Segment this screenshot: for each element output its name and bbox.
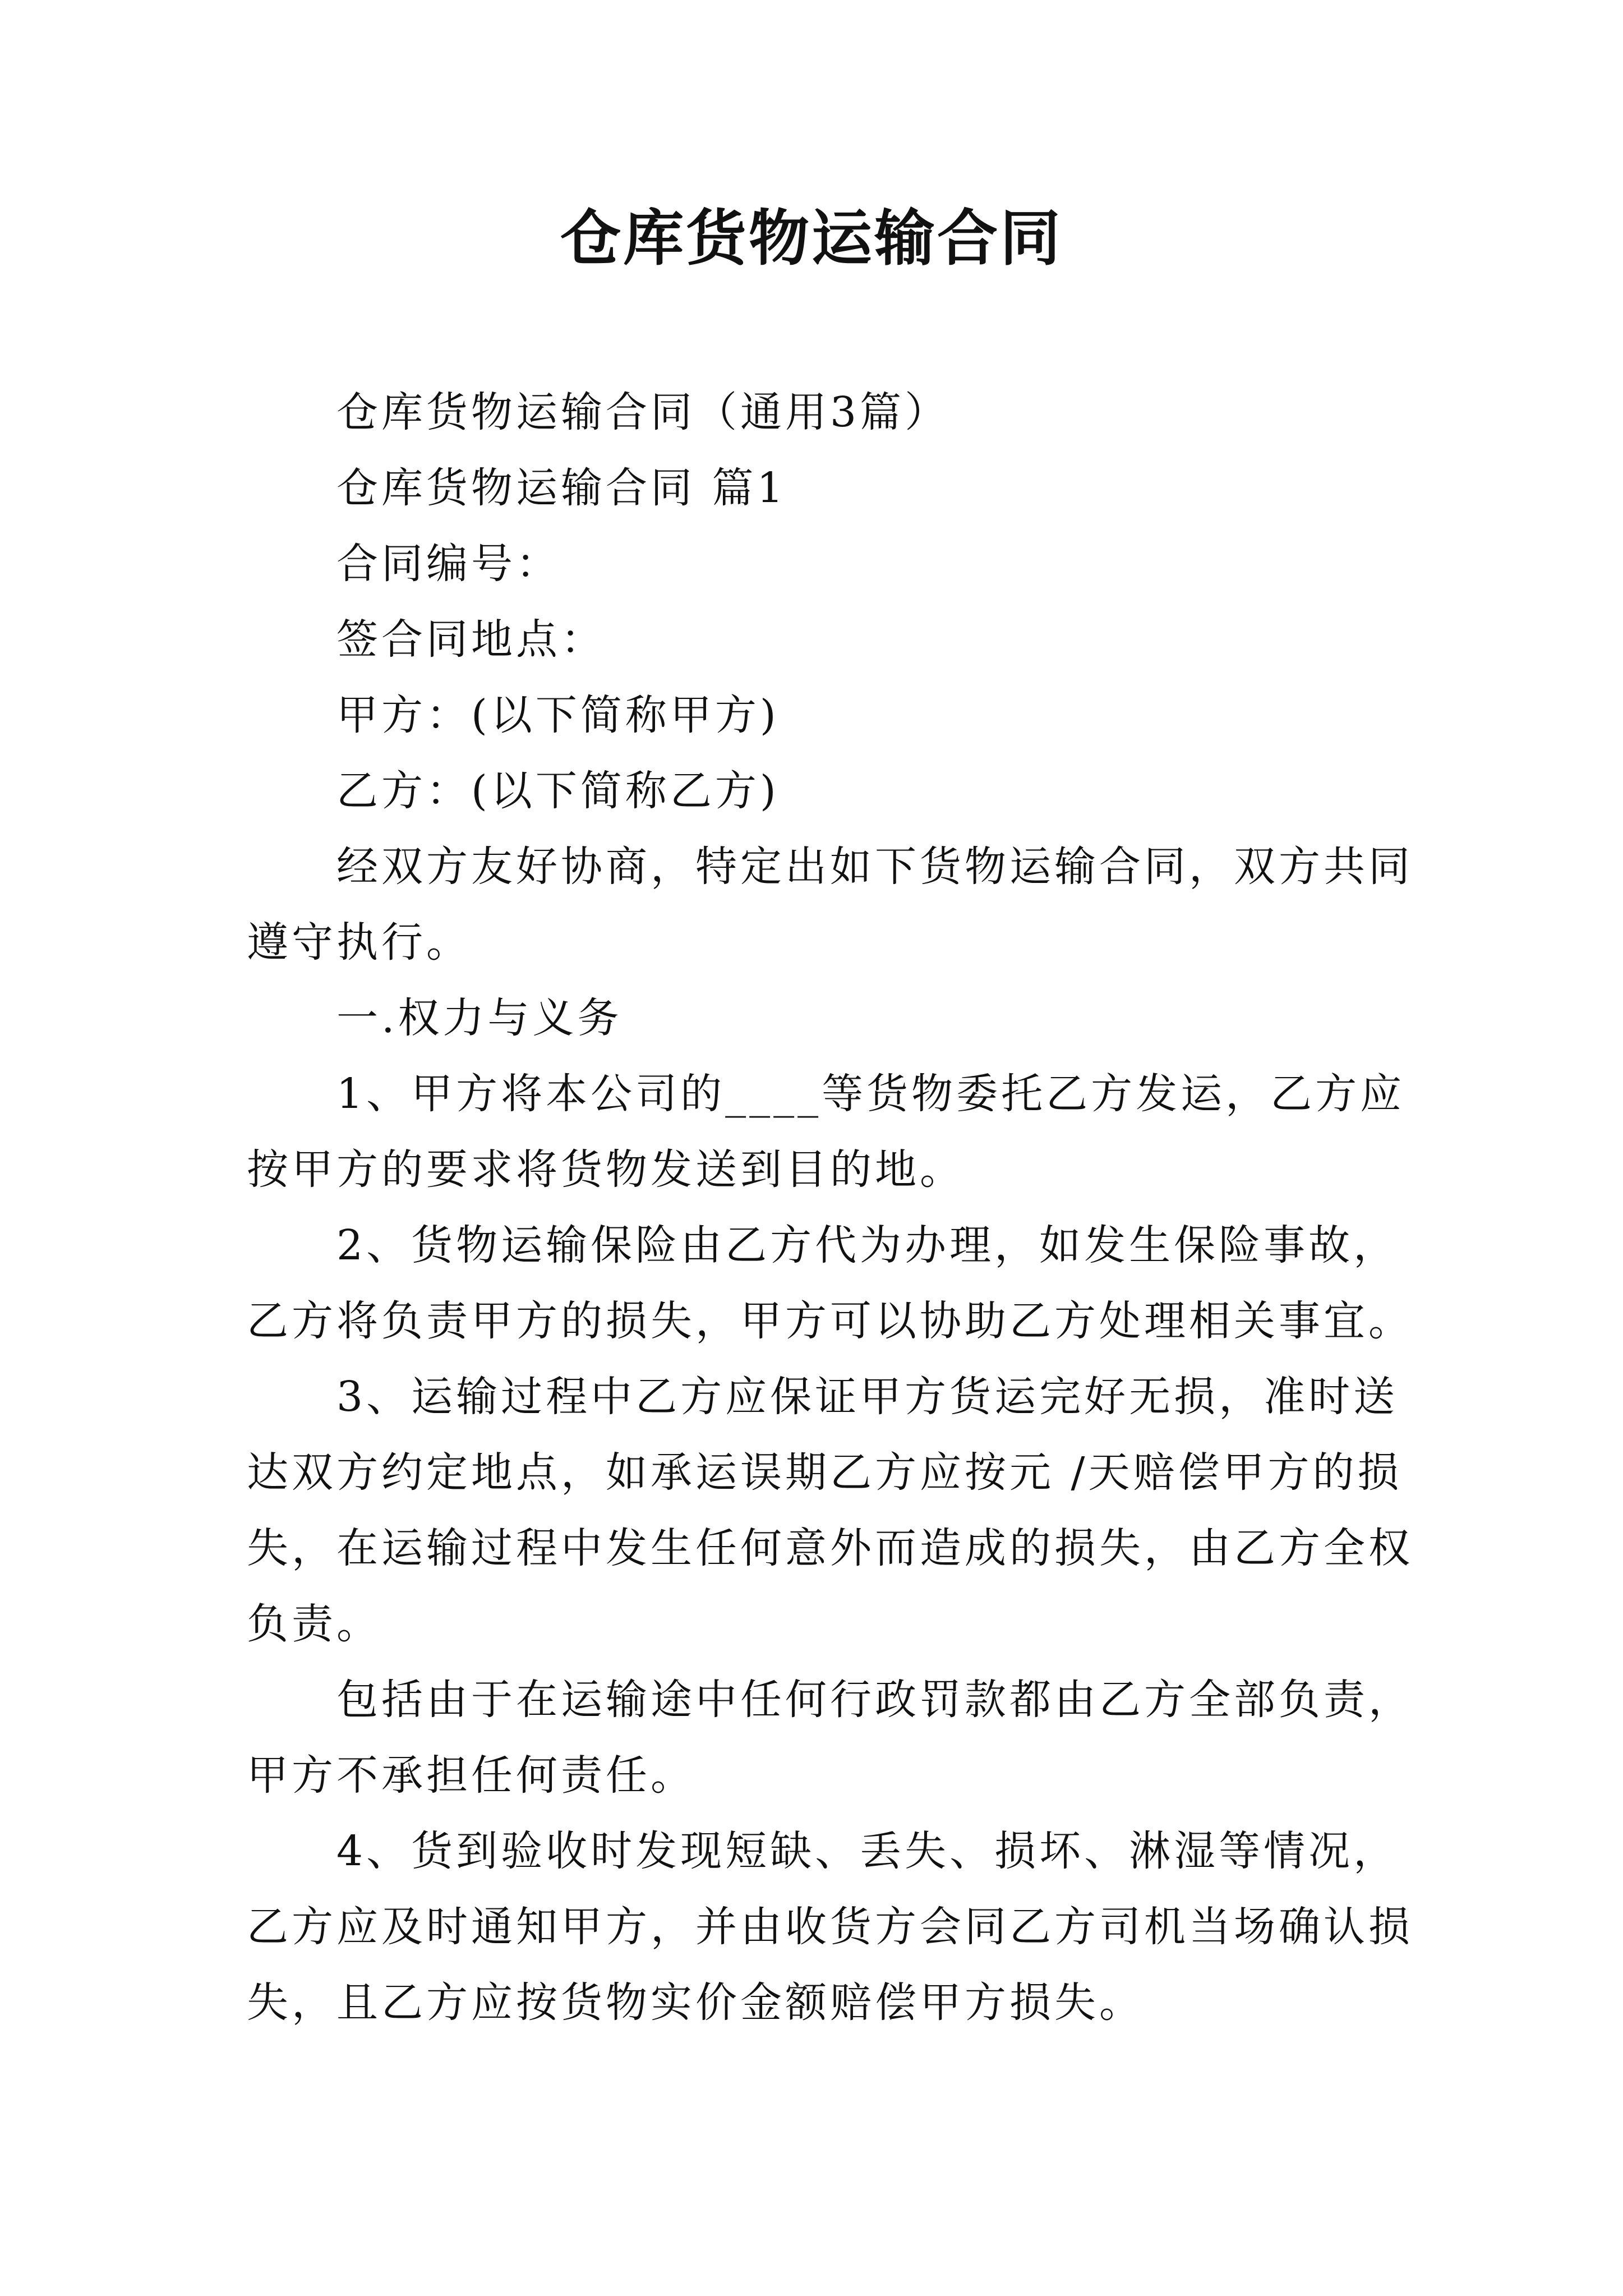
paragraph-line: 4、货到验收时发现短缺、丢失、损坏、淋湿等情况，	[336, 1827, 1399, 1875]
paragraph-line: 失，在运输过程中发生任何意外而造成的损失，由乙方全权	[247, 1524, 1413, 1572]
clause-heading-line: 一.权力与义务	[336, 994, 623, 1042]
contract-number-line: 合同编号：	[336, 540, 561, 588]
document-title: 仓库货物运输合同	[560, 203, 1063, 274]
paragraph-line: 遵守执行。	[247, 918, 471, 967]
paragraph-line: 1、甲方将本公司的____等货物委托乙方发运，乙方应	[336, 1070, 1405, 1118]
paragraph-line: 乙方将负责甲方的损失，甲方可以协助乙方处理相关事宜。	[247, 1297, 1413, 1345]
paragraph-line: 达双方约定地点，如承运误期乙方应按元 /天赔偿甲方的损	[247, 1448, 1403, 1497]
section-heading-line: 仓库货物运输合同 篇1	[336, 464, 787, 512]
party-a-line: 甲方：(以下简称甲方)	[336, 691, 780, 739]
paragraph-line: 3、运输过程中乙方应保证甲方货运完好无损，准时送	[336, 1373, 1399, 1421]
subtitle-line: 仓库货物运输合同（通用3篇）	[336, 388, 950, 436]
paragraph-line: 失，且乙方应按货物实价金额赔偿甲方损失。	[247, 1978, 1144, 2027]
paragraph-line: 负责。	[247, 1600, 381, 1648]
paragraph-line: 2、货物运输保险由乙方代为办理，如发生保险事故，	[336, 1221, 1399, 1269]
paragraph-line: 包括由于在运输途中任何行政罚款都由乙方全部负责，	[336, 1676, 1413, 1724]
paragraph-line: 按甲方的要求将货物发送到目的地。	[247, 1145, 965, 1194]
paragraph-line: 经双方友好协商，特定出如下货物运输合同，双方共同	[336, 843, 1413, 891]
paragraph-line: 乙方应及时通知甲方，并由收货方会同乙方司机当场确认损	[247, 1903, 1413, 1951]
paragraph-line: 甲方不承担任何责任。	[247, 1751, 695, 1800]
party-b-line: 乙方：(以下简称乙方)	[336, 767, 780, 815]
signing-place-line: 签合同地点：	[336, 615, 606, 664]
